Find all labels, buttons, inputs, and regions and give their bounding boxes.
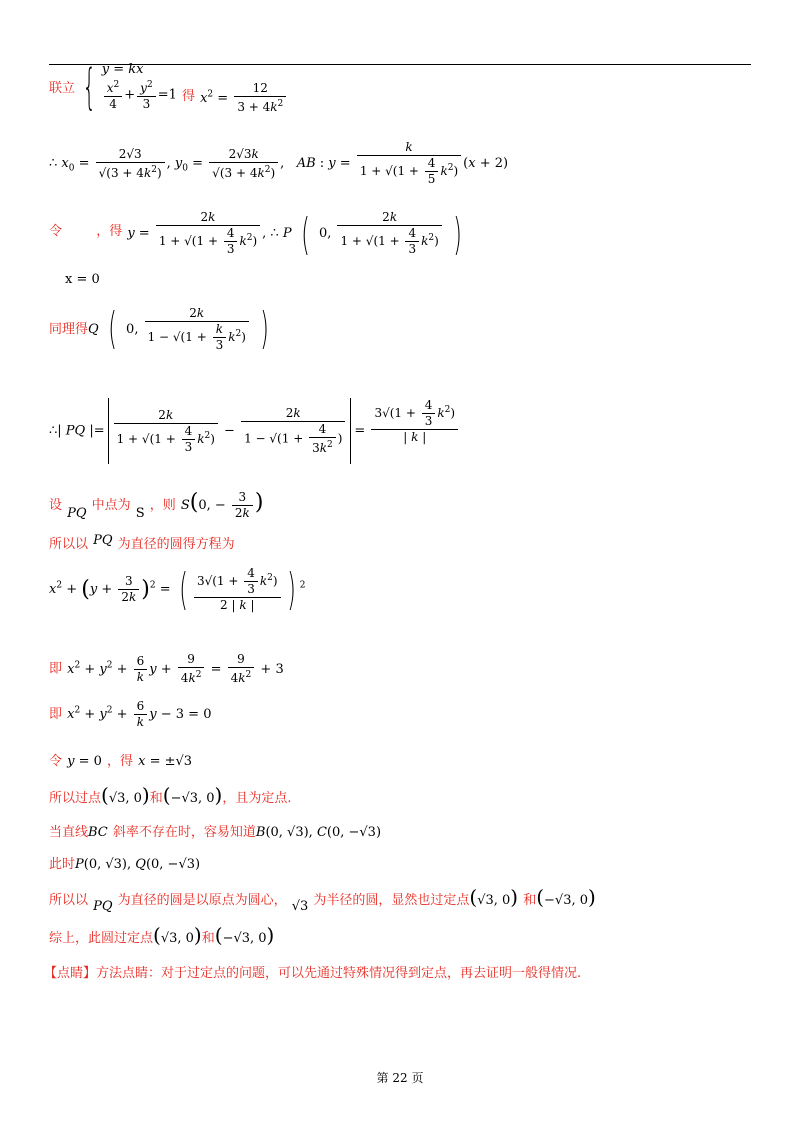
system-brace: {	[82, 59, 97, 115]
line-midpoint: 设 $_{PQ}$ 中点为 $_S$ ，则 S(0, − $\frac{3}{2k}$ )	[49, 490, 264, 521]
page-number: 第 22 页	[376, 1071, 424, 1085]
x-equals-zero: x = 0	[65, 272, 100, 287]
line-dianjing: 【点睛】方法点睛：对于过定点的问题，可以先通过特殊情况得到定点，再去证明一般得情况.	[44, 966, 582, 981]
line-special-circle: 所以以 $_{PQ}$ 为直径的圆是以原点为圆心， $_{√3}$ 为半径的圆，显然也过定点(√3, 0) 和(−√3, 0)	[49, 885, 596, 914]
line-fixed-points: 所以过点(√3, 0)和(−√3, 0)，且为定点.	[49, 783, 292, 807]
line-conclusion: 综上，此圆过定点(√3, 0)和(−√3, 0)	[49, 923, 275, 947]
line-slope-undefined: 当直线BC 斜率不存在时，容易知道B(0, √3), C(0, −√3)	[49, 825, 382, 840]
line-ling-y0: 令 y = 0 ，得 x = ±√3	[49, 754, 193, 769]
line-ji-1: 即 $x^2 + y^2$ + $\frac{6}{k}$ y + $\frac{9}{4k^2}$ = $\frac{9}{4k^2}$ + 3	[49, 652, 284, 685]
line-system: 联立 { y = kx $\frac{x^2}{4}$ + $\frac{y^2}{3}$ =1 $_得$ $_{x^2 = \frac{12}{3 + 4k^2}}$	[49, 62, 288, 112]
line-ci-shi: 此时P(0, √3), Q(0, −√3)	[49, 857, 201, 872]
line-q: 同理得Q ( 0, 2k 1 − √(1 + $\frac{k}{3}$ $k^2$) )	[49, 302, 269, 354]
line-circle-eq-label: 所以以 $^{PQ}$ 为直径的圆得方程为	[49, 533, 235, 552]
line-ji-2: 即 $x^2 + y^2$ + $\frac{6}{k}$ y − 3 = 0	[49, 699, 212, 729]
label-de: 得	[181, 88, 195, 104]
line-circle-eq: $x^2 + (y$ + $\frac{3}{2k}$ )$^2$ = ( 3√(1 + $\frac{4}{3}$ $k^2$) 2 | k | ) $^2$	[49, 563, 306, 615]
line-ling-x0: $^令$ $^{,得}$ y = 2k 1 + √(1 + $\frac{4}{3}$ $k^2$) , ∴ P ( 0, 2k 1 + √(1 + $\frac{4}{3}$ $k^2$) )	[49, 208, 462, 260]
line-pq-length: ∴| PQ |= 2k 1 + √(1 + $\frac{4}{3}$ $k^2$) − 2k 1 − √(1 + $\frac{4}{3k^2}$ ) = 3√(1 + $\frac{4}{3}$ $k^2$) | k |	[49, 398, 460, 464]
label-lianli: 联立	[49, 80, 76, 96]
line-x0-y0: ∴ $x_0$ = $\frac{2√3}{√(3 + 4k^2)}$ , $y_0$ = $\frac{2√3k}{√(3 + 4k^2)}$ , AB : y = k 1 + √(1 + $\frac{4}{5}$ $k^2$) (x + 2)	[49, 140, 509, 186]
